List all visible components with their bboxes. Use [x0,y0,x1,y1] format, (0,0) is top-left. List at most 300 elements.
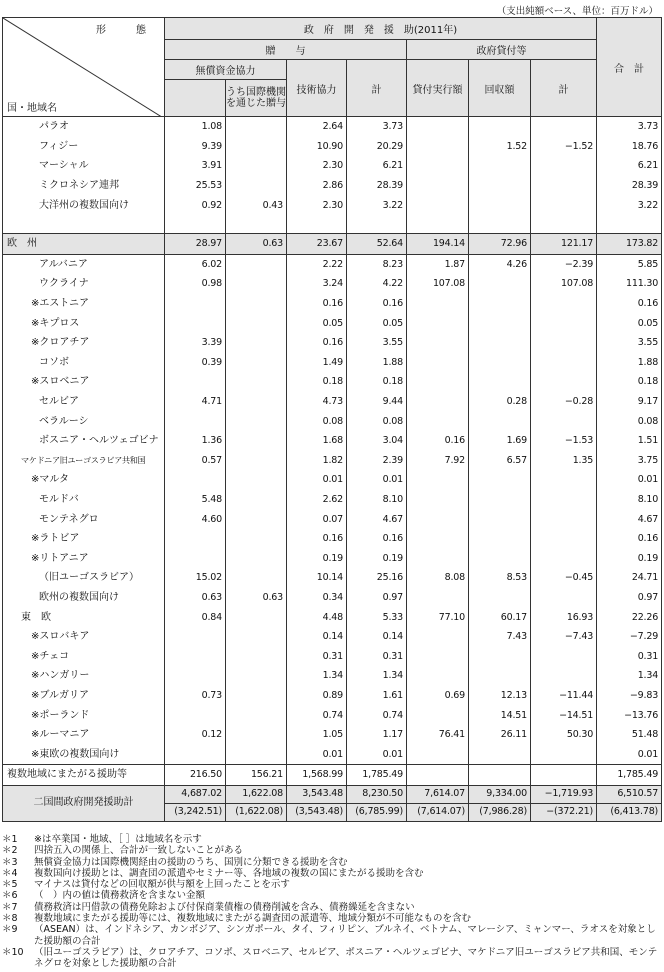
cell-tech: 2.30 [287,195,347,215]
cell-lsub: −0.28 [531,392,597,412]
table-row [3,372,662,392]
table-row [3,705,662,725]
cell-gsub: 5.33 [347,607,407,627]
note-key: ＊10 [2,946,24,958]
table-row [3,725,662,745]
cell-rec [469,215,531,234]
cell-lsub [531,117,597,137]
table-row [3,451,662,471]
row-name [3,215,165,234]
note-item [2,879,662,890]
table-row [3,588,662,608]
cell-tech: 0.16 [287,333,347,353]
note-key: ＊2 [2,845,18,857]
table-row [3,666,662,686]
cell-gsub: 1.34 [347,666,407,686]
cell-grant: 216.50 [165,765,226,786]
cell-grant: 0.73 [165,686,226,706]
note-text: （ASEAN）は、インドネシア、カンボジア、シンガポール、タイ、フィリピン、ブルネイ、ベトナム、マレーシア、ミャンマー、ラオスを対象とした援助額の合計 [34,924,656,947]
cell-total: 0.18 [597,372,662,392]
cell-rec [469,411,531,431]
cell-disb [407,765,469,786]
note-key: ＊3 [2,856,18,868]
cell-lsub [531,215,597,234]
cell-grant [165,470,226,490]
cell-disb [407,313,469,333]
note-text: 債務救済は円借款の債務免除および付保商業債権の債務削減を含み、債務繰延を含まない [34,901,415,913]
cell-total: 0.16 [597,294,662,314]
cell-total: 3.55 [597,333,662,353]
table-row [3,529,662,549]
cell-tech: 0.31 [287,646,347,666]
total-paren-total: (6,413.78) [597,803,662,821]
cell-total: 28.39 [597,176,662,196]
cell-gsub: 3.04 [347,431,407,451]
note-text: 複数国向け援助とは、調査団の派遣やセミナー等、各地域の複数の国にまたがる援助を含む [34,867,424,879]
cell-gsub: 8.10 [347,490,407,510]
cell-rec [469,490,531,510]
table-row [3,254,662,274]
cell-lsub [531,509,597,529]
cell-total: 0.08 [597,411,662,431]
note-item [2,947,662,970]
cell-rec [469,333,531,353]
cell-grant: 0.84 [165,607,226,627]
cell-grant [165,215,226,234]
cell-intl [226,411,287,431]
cell-lsub: 16.93 [531,607,597,627]
cell-lsub: −7.43 [531,627,597,647]
note-key: ＊8 [2,913,18,925]
cell-intl [226,294,287,314]
cell-disb [407,156,469,176]
table-row [3,353,662,373]
cell-total: 0.31 [597,646,662,666]
cell-gsub: 2.39 [347,451,407,471]
cell-disb: 7.92 [407,451,469,471]
note-text: （旧ユーゴスラビア）は、クロアチア、コソボ、スロベニア、セルビア、ボスニア・ヘルツェゴビナ、マケドニア旧ユーゴスラビア共和国、モンテネグロを対象とした援助額の合計 [34,946,658,970]
cell-tech [287,215,347,234]
row-name: 欧 州 [3,233,165,254]
row-name: ※ルーマニア [3,725,165,745]
table-row [3,431,662,451]
cell-rec [469,117,531,137]
cell-gsub: 28.39 [347,176,407,196]
cell-rec: 4.26 [469,254,531,274]
cell-tech: 0.07 [287,509,347,529]
cell-gsub: 1.61 [347,686,407,706]
row-name: 欧州の複数国向け [3,588,165,608]
cell-disb [407,509,469,529]
cell-total: 1.88 [597,353,662,373]
cell-rec [469,529,531,549]
total-label: 二国間政府開発援助計 [3,785,165,821]
cell-total: 8.10 [597,490,662,510]
cell-total: 1.51 [597,431,662,451]
spacer-row [3,215,662,234]
cell-tech: 1.82 [287,451,347,471]
cell-tech: 0.14 [287,627,347,647]
cell-tech: 2.30 [287,156,347,176]
note-item [2,902,662,913]
cell-intl [226,156,287,176]
cell-lsub [531,666,597,686]
cell-grant [165,646,226,666]
cell-disb [407,195,469,215]
cell-lsub: 107.08 [531,274,597,294]
cell-disb: 0.69 [407,686,469,706]
cell-gsub: 1.88 [347,353,407,373]
note-text: 無償資金協力は国際機関経由の援助のうち、国別に分類できる援助を含む [34,856,348,868]
row-name: 大洋州の複数国向け [3,195,165,215]
cell-intl [226,509,287,529]
cell-rec [469,372,531,392]
cell-rec [469,156,531,176]
cell-lsub: 121.17 [531,233,597,254]
row-name: コソボ [3,353,165,373]
cell-grant [165,411,226,431]
note-item [2,845,662,856]
loan-subtotal-header: 計 [531,60,597,117]
row-name: ※東欧の複数国向け [3,744,165,764]
cell-lsub: −1.53 [531,431,597,451]
cell-tech: 1.34 [287,666,347,686]
cell-lsub [531,411,597,431]
table-row [3,333,662,353]
cell-intl [226,254,287,274]
cell-gsub: 4.22 [347,274,407,294]
cell-intl [226,313,287,333]
note-text: （ ）内の値は債務救済を含まない金額 [34,890,206,902]
cell-tech: 0.19 [287,548,347,568]
cell-rec [469,646,531,666]
cell-intl [226,568,287,588]
cell-rec [469,548,531,568]
total-paren-gsub: (6,785.99) [347,803,407,821]
cell-lsub [531,646,597,666]
table-row [3,176,662,196]
cell-lsub [531,765,597,786]
cell-gsub: 25.16 [347,568,407,588]
cell-tech: 0.01 [287,744,347,764]
cell-tech: 2.64 [287,117,347,137]
cell-rec: 7.43 [469,627,531,647]
table-row [3,195,662,215]
cell-gsub: 0.19 [347,548,407,568]
cell-tech: 0.89 [287,686,347,706]
cell-gsub: 4.67 [347,509,407,529]
cell-intl [226,744,287,764]
cell-intl [226,353,287,373]
cell-rec: 72.96 [469,233,531,254]
table-row [3,274,662,294]
cell-grant: 1.36 [165,431,226,451]
cell-grant: 0.63 [165,588,226,608]
cell-lsub [531,588,597,608]
cell-lsub: −2.39 [531,254,597,274]
cell-total: 6.21 [597,156,662,176]
cell-disb: 1.87 [407,254,469,274]
cell-lsub [531,372,597,392]
cell-disb [407,137,469,157]
total-rec: 9,334.00 [469,785,531,803]
note-item [2,857,662,868]
cell-disb: 107.08 [407,274,469,294]
tech-coop-header: 技術協力 [287,60,347,117]
note-key: ＊7 [2,901,18,913]
cell-total: 3.75 [597,451,662,471]
cell-disb: 0.16 [407,431,469,451]
cell-disb [407,548,469,568]
cell-disb [407,627,469,647]
recovered-header: 回収額 [469,60,531,117]
cell-tech: 0.08 [287,411,347,431]
cell-grant: 1.08 [165,117,226,137]
note-item [2,834,662,845]
cell-gsub: 0.97 [347,588,407,608]
table-row [3,744,662,764]
total-grant: 4,687.02 [165,785,226,803]
cell-lsub [531,176,597,196]
cell-disb [407,666,469,686]
cell-total: 18.76 [597,137,662,157]
cell-rec [469,313,531,333]
cell-intl [226,215,287,234]
cell-grant [165,744,226,764]
cell-tech: 0.16 [287,294,347,314]
row-name: パラオ [3,117,165,137]
row-name: 複数地域にまたがる援助等 [3,765,165,786]
disbursed-header: 貸付実行額 [407,60,469,117]
cell-grant: 0.57 [165,451,226,471]
row-name: ボスニア・ヘルツェゴビナ [3,431,165,451]
row-name: ※エストニア [3,294,165,314]
cell-total: 0.05 [597,313,662,333]
cell-gsub: 0.08 [347,411,407,431]
cell-disb: 77.10 [407,607,469,627]
cell-rec [469,666,531,686]
cell-lsub [531,313,597,333]
table-row [3,137,662,157]
cell-intl [226,529,287,549]
cell-grant: 3.39 [165,333,226,353]
cell-rec: 1.52 [469,137,531,157]
cell-lsub: 50.30 [531,725,597,745]
cell-gsub: 0.74 [347,705,407,725]
cell-tech: 2.86 [287,176,347,196]
oda-table [2,17,662,822]
table-row [3,490,662,510]
cell-lsub [531,294,597,314]
cell-intl [226,490,287,510]
cell-intl [226,705,287,725]
row-name: セルビア [3,392,165,412]
note-key: ＊5 [2,879,18,891]
cell-grant: 5.48 [165,490,226,510]
note-key: ＊6 [2,890,18,902]
row-name: ※スロバキア [3,627,165,647]
cell-rec: 1.69 [469,431,531,451]
note-key: ＊4 [2,867,18,879]
table-row [3,233,662,254]
cell-total: 51.48 [597,725,662,745]
cell-lsub: −0.45 [531,568,597,588]
cell-gsub: 0.16 [347,294,407,314]
row-name: モルドバ [3,490,165,510]
cell-lsub [531,353,597,373]
cell-total: −9.83 [597,686,662,706]
cell-gsub: 9.44 [347,392,407,412]
cell-lsub: −1.52 [531,137,597,157]
row-name: ウクライナ [3,274,165,294]
cell-intl: 0.43 [226,195,287,215]
cell-intl [226,686,287,706]
cell-grant [165,372,226,392]
cell-intl [226,666,287,686]
cell-intl [226,274,287,294]
cell-grant: 15.02 [165,568,226,588]
unit-label: （支出純額ベース、単位：百万ドル） [496,6,658,17]
cell-rec: 26.11 [469,725,531,745]
table-row [3,548,662,568]
note-text: ※は卒業国・地域、［ ］は地域名を示す [34,834,202,845]
cell-disb: 194.14 [407,233,469,254]
cell-grant: 0.39 [165,353,226,373]
loan-header: 政府貸付等 [407,40,597,60]
cell-lsub [531,156,597,176]
table-row [3,294,662,314]
total-paren-intl: (1,622.08) [226,803,287,821]
total-paren-tech: (3,543.48) [287,803,347,821]
cell-gsub: 0.18 [347,372,407,392]
note-item [2,924,662,947]
cell-tech: 1,568.99 [287,765,347,786]
cell-intl [226,137,287,157]
cell-rec: 6.57 [469,451,531,471]
cell-disb [407,588,469,608]
cell-rec [469,353,531,373]
cell-intl: 156.21 [226,765,287,786]
cell-tech: 2.62 [287,490,347,510]
cell-disb [407,372,469,392]
table-row [3,313,662,333]
cell-intl [226,392,287,412]
notes [2,834,662,970]
row-name: ※クロアチア [3,333,165,353]
cell-grant: 0.12 [165,725,226,745]
cell-total: 1.34 [597,666,662,686]
cell-total: 9.17 [597,392,662,412]
cell-grant [165,313,226,333]
cell-total: 173.82 [597,233,662,254]
cell-disb [407,470,469,490]
cell-grant: 3.91 [165,156,226,176]
cell-total: 3.73 [597,117,662,137]
cell-grant: 25.53 [165,176,226,196]
total-intl: 1,622.08 [226,785,287,803]
cell-tech: 3.24 [287,274,347,294]
row-name: ※ポーランド [3,705,165,725]
cell-rec [469,588,531,608]
note-text: 四捨五入の関係上、合計が一致しないことがある [34,845,244,857]
table-body [3,117,662,822]
row-name: 東 欧 [3,607,165,627]
cell-disb [407,646,469,666]
cell-gsub: 52.64 [347,233,407,254]
cell-tech: 0.74 [287,705,347,725]
cell-lsub [531,333,597,353]
cell-grant: 4.71 [165,392,226,412]
table-row [3,568,662,588]
grant-aid-sub-blank [165,80,226,117]
cell-disb [407,353,469,373]
cell-total: 111.30 [597,274,662,294]
row-name: ※スロベニア [3,372,165,392]
cell-intl [226,117,287,137]
row-name: （旧ユーゴスラビア） [3,568,165,588]
table-row [3,627,662,647]
cell-tech: 1.49 [287,353,347,373]
cell-total: 0.97 [597,588,662,608]
cell-intl: 0.63 [226,233,287,254]
row-name: マケドニア旧ユーゴスラビア共和国 [3,451,165,471]
cell-intl [226,646,287,666]
cell-rec [469,744,531,764]
cell-gsub: 0.01 [347,744,407,764]
cell-tech: 0.18 [287,372,347,392]
cell-tech: 1.05 [287,725,347,745]
grant-aid-header: 無償資金協力 [165,60,287,80]
grant-subtotal-header: 計 [347,60,407,117]
table-row [3,686,662,706]
cell-tech: 0.16 [287,529,347,549]
cell-gsub: 6.21 [347,156,407,176]
cell-gsub [347,215,407,234]
cell-disb [407,411,469,431]
cell-tech: 1.68 [287,431,347,451]
cell-total: 1,785.49 [597,765,662,786]
cell-total: 0.01 [597,470,662,490]
table-row [3,392,662,412]
total-lsub: −1,719.93 [531,785,597,803]
form-label: 形 態 [96,25,156,36]
cell-lsub [531,548,597,568]
note-item [2,868,662,879]
cell-intl [226,607,287,627]
cell-gsub: 3.22 [347,195,407,215]
cell-gsub: 0.05 [347,313,407,333]
table-row [3,646,662,666]
note-text: 複数地域にまたがる援助等には、複数地域にまたがる調査団の派遣等、地域分類が不可能なものを含む [34,913,472,925]
row-name: ※マルタ [3,470,165,490]
cell-gsub: 0.01 [347,470,407,490]
cell-gsub: 20.29 [347,137,407,157]
cell-disb: 76.41 [407,725,469,745]
cell-disb [407,392,469,412]
row-name: マーシャル [3,156,165,176]
cell-rec [469,176,531,196]
cell-disb [407,705,469,725]
cell-grant: 6.02 [165,254,226,274]
note-item [2,913,662,924]
table-row [3,607,662,627]
cell-gsub: 3.73 [347,117,407,137]
total-disb: 7,614.07 [407,785,469,803]
cell-total [597,215,662,234]
note-item [2,890,662,901]
cell-intl [226,627,287,647]
total-paren-disb: (7,614.07) [407,803,469,821]
